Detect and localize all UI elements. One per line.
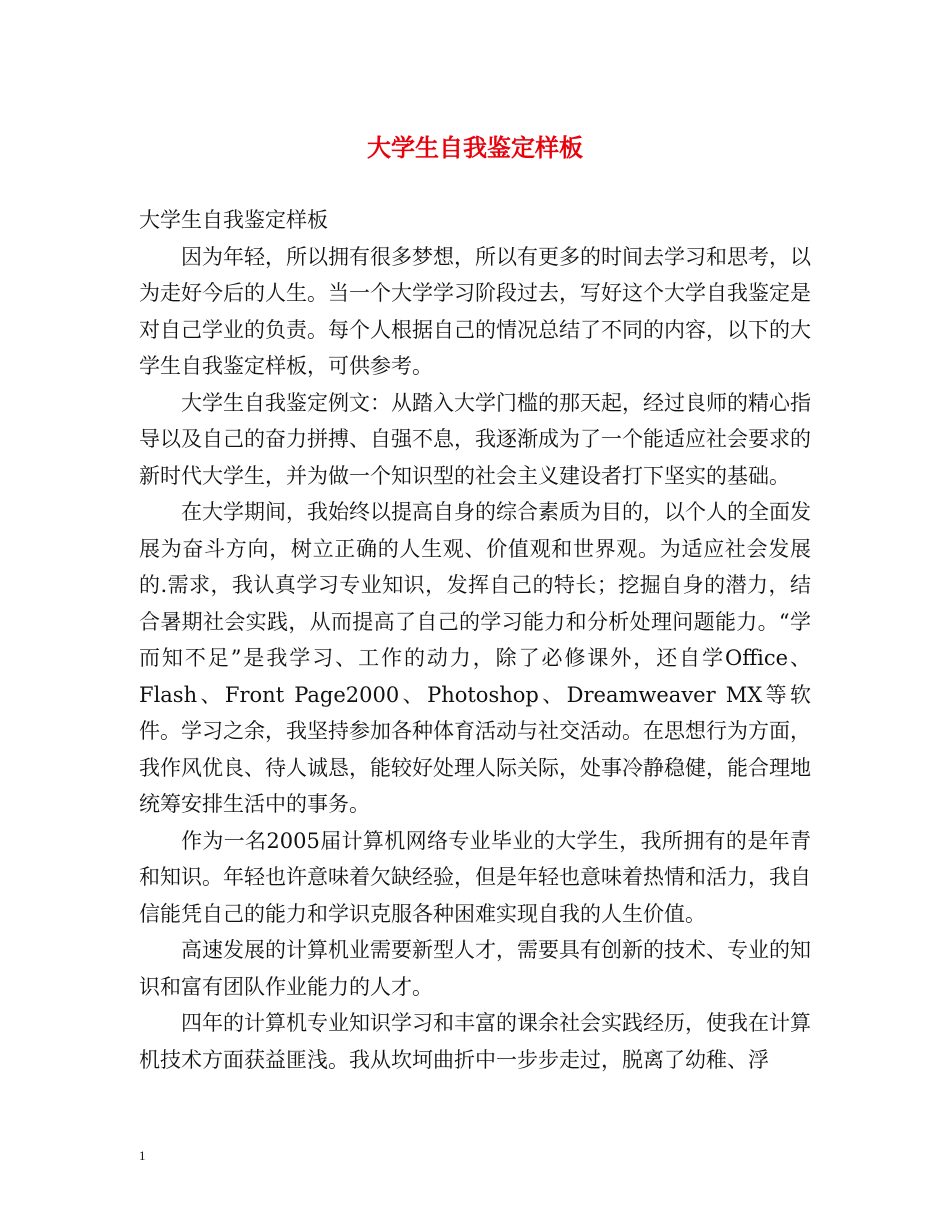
document-title: 大学生自我鉴定样板 [367, 133, 583, 162]
paragraph-example: 大学生自我鉴定例文：从踏入大学门槛的那天起，经过良师的精心指导以及自己的奋力拼搏、自强不息，我逐渐成为了一个能适应社会要求的新时代大学生，并为做一个知识型的社会主义建设者打下坚实的基础。 [139, 390, 811, 488]
paragraph-intro: 因为年轻，所以拥有很多梦想，所以有更多的时间去学习和思考，以为走好今后的人生。当一个大学学习阶段过去，写好这个大学自我鉴定是对自己学业的负责。每个人根据自己的情况总结了不同的内容，以下的大学生自我鉴定样板，可供参考。 [139, 244, 811, 378]
paragraph-industry: 高速发展的计算机业需要新型人才，需要具有创新的技术、专业的知识和富有团队作业能力的人才。 [139, 938, 811, 999]
document-body [139, 202, 811, 1078]
paragraph-four-years: 四年的计算机专业知识学习和丰富的课余社会实践经历，使我在计算机技术方面获益匪浅。我从坎坷曲折中一步步走过，脱离了幼稚、浮 [139, 1011, 811, 1072]
page-number: 1 [139, 1148, 146, 1163]
paragraph-university-period: 在大学期间，我始终以提高自身的综合素质为目的，以个人的全面发展为奋斗方向，树立正确的人生观、价值观和世界观。为适应社会发展的.需求，我认真学习专业知识，发挥自己的特长；挖掘自身的潜力，结合暑期社会实践，从而提高了自己的学习能力和分析处理问题能力。“学而知不足”是我学习、工作的动力，除了必修课外，还自学Office、Flash、Front Page2000、Photoshop、Dreamweaver MX等软件。学习之余，我坚持参加各种体育活动与社交活动。在思想行为方面，我作风优良、待人诚恳，能较好处理人际关际，处事冷静稳健，能合理地统筹安排生活中的事务。 [139, 500, 811, 816]
document-subtitle: 大学生自我鉴定样板 [139, 208, 328, 232]
paragraph-graduate: 作为一名2005届计算机网络专业毕业的大学生，我所拥有的是年青和知识。年轻也许意味着欠缺经验，但是年轻也意味着热情和活力，我自信能凭自己的能力和学识克服各种困难实现自我的人生价值。 [139, 828, 811, 926]
